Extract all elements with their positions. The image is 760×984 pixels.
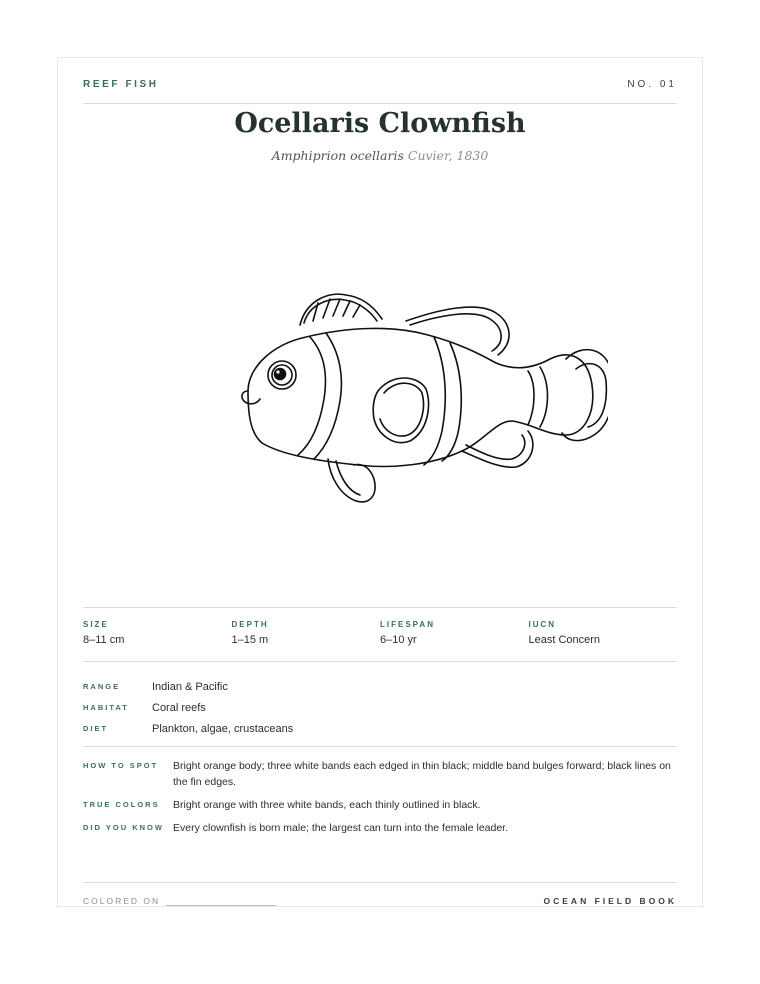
fact-value: Coral reefs (152, 701, 206, 714)
stat-label: LIFESPAN (380, 620, 435, 629)
note-text: Bright orange with three white bands, each thinly outlined in black. (173, 799, 481, 811)
colored-on-line (166, 905, 276, 906)
note-text: Every clownfish is born male; the largest can turn into the female leader. (173, 822, 509, 834)
stat-lifespan (380, 620, 529, 660)
stat-value: 8–11 cm (83, 634, 125, 646)
page-title: Ocellaris Clownfish (234, 108, 526, 139)
divider (83, 103, 677, 104)
divider (83, 882, 677, 883)
fact-habitat (83, 697, 677, 718)
fact-label: DIET (83, 724, 109, 733)
note-how-to-spot (83, 758, 677, 790)
stat-label: DEPTH (231, 620, 269, 629)
divider (83, 607, 677, 608)
stat-depth (232, 620, 381, 660)
note-did-you-know (83, 820, 677, 836)
species-card (57, 57, 703, 907)
stat-size (83, 620, 232, 660)
stat-iucn (529, 620, 678, 660)
note-label: HOW TO SPOT (83, 761, 159, 770)
fact-label: HABITAT (83, 703, 129, 712)
note-true-colors (83, 797, 677, 813)
fact-range (83, 676, 677, 697)
colored-on-field (83, 896, 276, 906)
book-name: OCEAN FIELD BOOK (543, 896, 677, 906)
scientific-name-line (58, 148, 702, 163)
stat-value: 6–10 yr (380, 634, 417, 646)
category-label: REEF FISH (83, 78, 159, 90)
stats-row (83, 620, 677, 660)
authority: Cuvier, 1830 (407, 148, 489, 163)
fact-label: RANGE (83, 682, 121, 691)
fact-diet (83, 718, 677, 739)
note-label: DID YOU KNOW (83, 823, 164, 832)
note-text: Bright orange body; three white bands each edged in thin black; middle band bulges forward; black lines on the fin edges. (173, 760, 671, 788)
fact-value: Plankton, algae, crustaceans (152, 722, 294, 735)
fact-value: Indian & Pacific (152, 680, 228, 693)
facts-list (83, 676, 677, 739)
divider (83, 746, 677, 747)
colored-on-label: COLORED ON (83, 896, 161, 906)
stat-value: 1–15 m (231, 634, 269, 646)
divider (83, 661, 677, 662)
card-footer (83, 895, 677, 907)
clownfish-icon (178, 273, 608, 508)
card-header (83, 77, 677, 91)
note-label: TRUE COLORS (83, 800, 160, 809)
stat-label: SIZE (83, 620, 109, 629)
scientific-name: Amphiprion ocellaris (271, 148, 404, 163)
card-number: NO. 01 (627, 78, 677, 90)
stat-value: Least Concern (528, 634, 601, 646)
notes-list (83, 758, 677, 843)
stat-label: IUCN (528, 620, 557, 629)
